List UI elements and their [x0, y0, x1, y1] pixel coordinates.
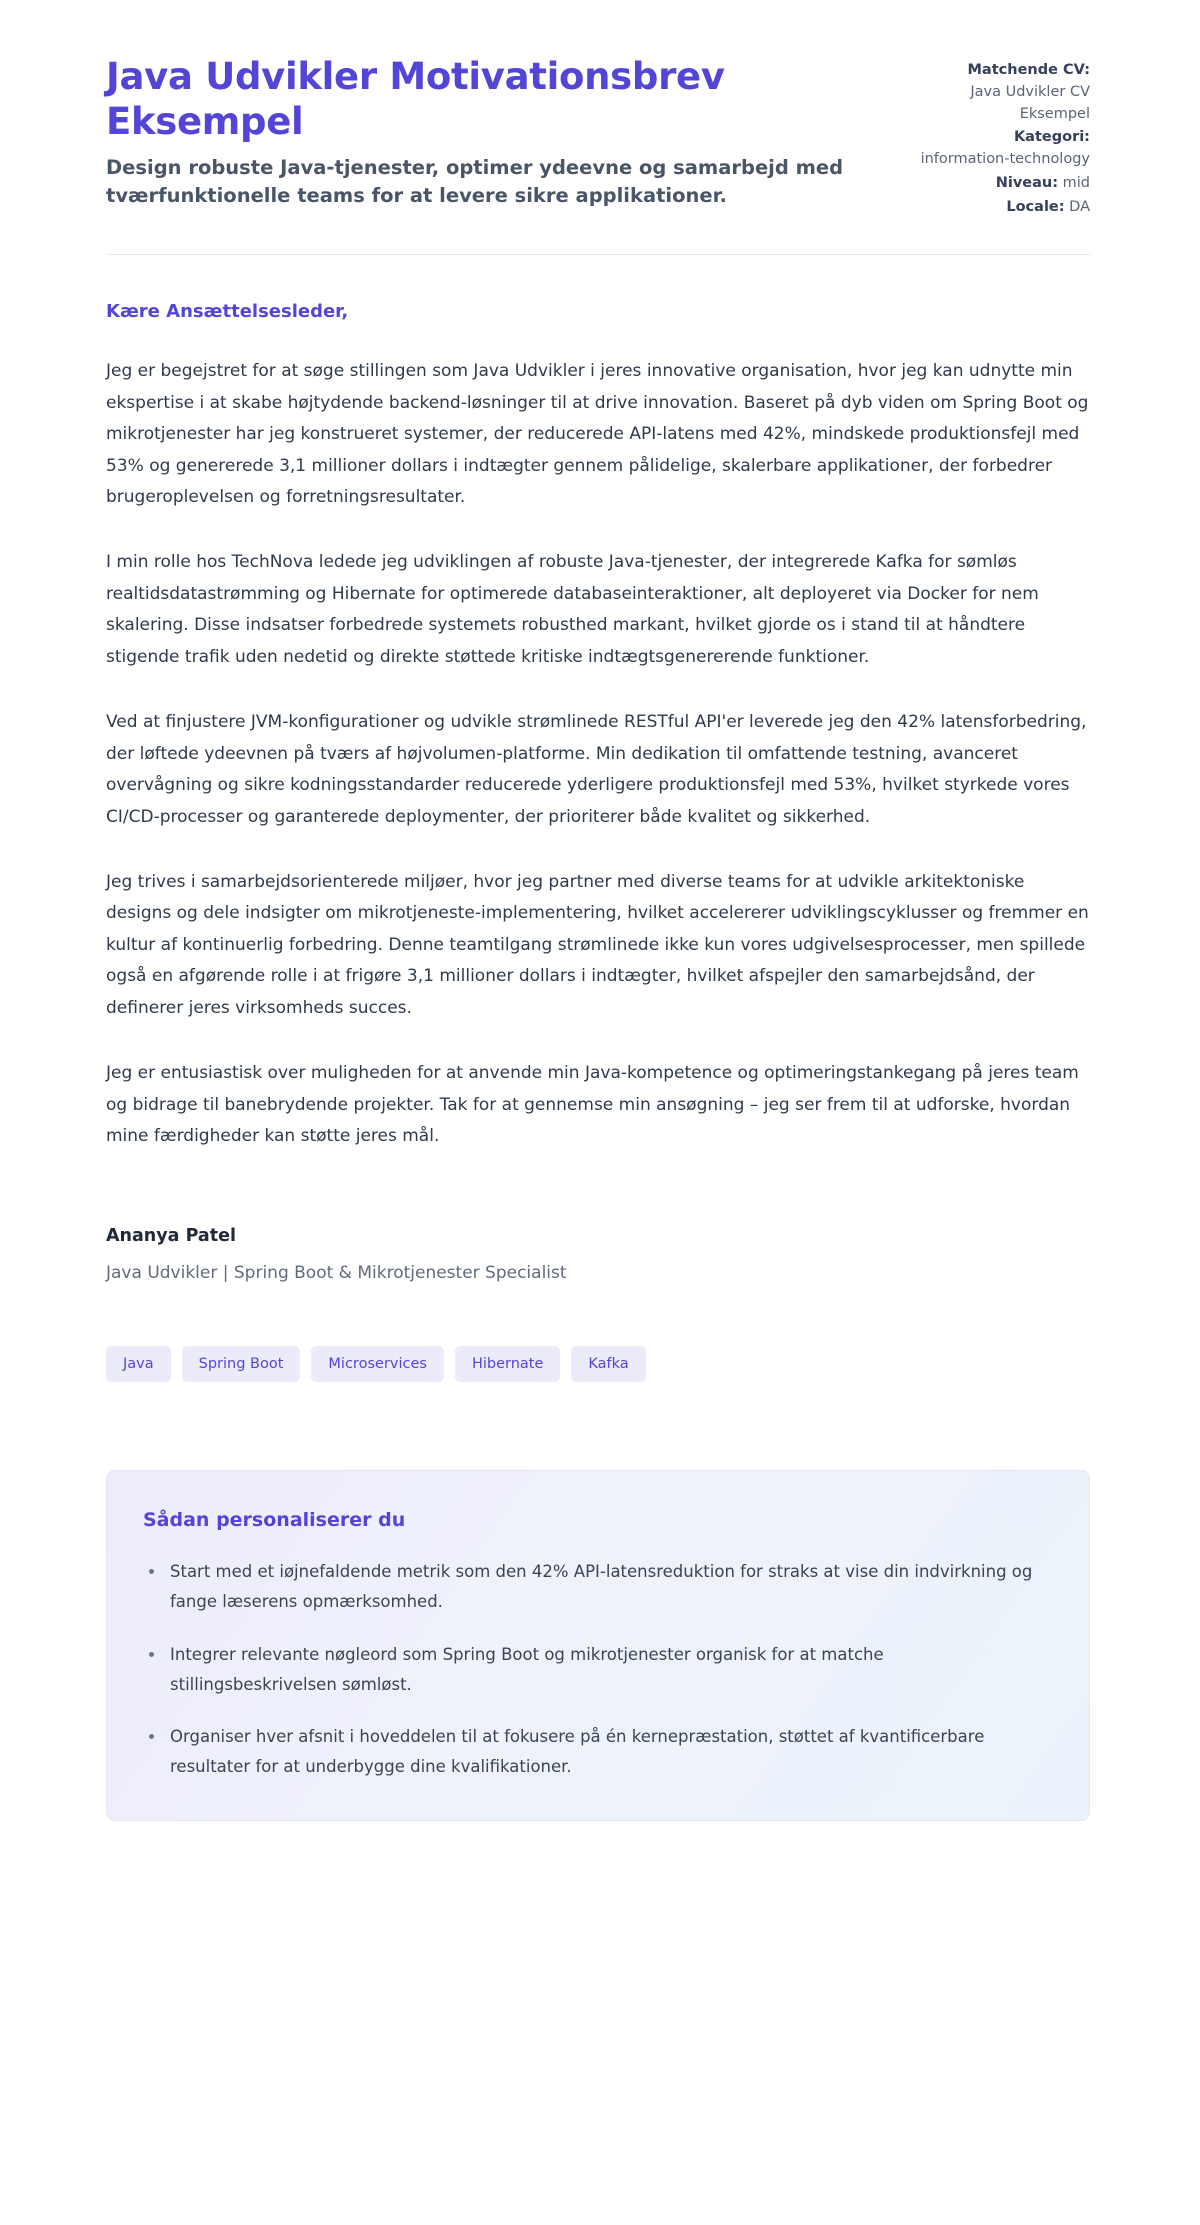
- letter-greeting: Kære Ansættelsesleder,: [106, 301, 349, 323]
- tips-list-item: Organiser hver afsnit i hoveddelen til at fokusere på én kernepræstation, støttet af kvantificerbare resultater for at underbygge dine kvalifikationer.: [143, 1722, 1045, 1782]
- document-metadata: [910, 54, 1090, 220]
- signature-name: Ananya Patel: [106, 1226, 236, 1247]
- letter-paragraph: I min rolle hos TechNova ledede jeg udviklingen af robuste Java-tjenester, der integrerede Kafka for sømløs realtidsdatastrømming og Hibernate for optimerede databaseinteraktioner, alt deployeret via Docker for nem skalering. Disse indsatser forbedrede systemets robusthed markant, hvilket gjorde os i stand til at håndtere stigende trafik uden nedetid og direkte støttede kritiske indtægtsgenererende funktioner.: [106, 552, 1039, 667]
- header-divider: [106, 254, 1090, 255]
- page-title: Java Udvikler Motivationsbrev Eksempel: [106, 55, 725, 144]
- skill-tag[interactable]: Kafka: [571, 1346, 645, 1383]
- metadata-level-label: Niveau:: [995, 174, 1059, 191]
- metadata-level: [910, 173, 1090, 195]
- metadata-locale: [910, 197, 1090, 219]
- cover-letter-body: [0, 301, 1200, 1382]
- page-subtitle: Design robuste Java-tjenester, optimer ydeevne og samarbejd med tværfunktionelle teams for at levere sikre applikationer.: [106, 156, 844, 207]
- letter-paragraph: Jeg er begejstret for at søge stillingen som Java Udvikler i jeres innovative organisation, hvor jeg kan udnytte min ekspertise i at skabe højtydende backend-løsninger til at drive innovation. Baseret på dyb viden om Spring Boot og mikrotjenester har jeg konstrueret systemer, der reducerede API-latens med 42%, mindskede produktionsfejl med 53% og genererede 3,1 millioner dollars i indtægter gennem pålidelige, skalerbare applikationer, der forbedrer brugeroplevelsen og forretningsresultater.: [106, 361, 1089, 507]
- metadata-locale-label: Locale:: [1006, 198, 1065, 215]
- metadata-locale-value: DA: [1069, 198, 1090, 215]
- signature-block: [106, 1226, 1090, 1287]
- skill-tag[interactable]: Java: [106, 1346, 171, 1383]
- letter-paragraph: Ved at finjustere JVM-konfigurationer og udvikle strømlinede RESTful API'er leverede jeg den 42% latensforbedring, der løftede ydeevnen på tværs af højvolumen-platforme. Min dedikation til omfattende testning, avanceret overvågning og sikre kodningsstandarder reducerede yderligere produktionsfejl med 53%, hvilket styrkede vores CI/CD-processer og garanterede deploymenter, der prioriterer både kvalitet og sikkerhed.: [106, 712, 1087, 827]
- header-title-group: [106, 54, 866, 210]
- letter-paragraph: Jeg trives i samarbejdsorienterede miljøer, hvor jeg partner med diverse teams for at udvikle arkitektoniske designs og dele indsigter om mikrotjeneste-implementering, hvilket accelererer udviklingscyklusser og fremmer en kultur af kontinuerlig forbedring. Denne teamtilgang strømlinede ikke kun vores udgivelsesprocesser, men spillede også en afgørende rolle i at frigøre 3,1 millioner dollars i indtægter, hvilket afspejler den samarbejdsånd, der definerer jeres virksomheds succes.: [106, 871, 1089, 1018]
- metadata-category-label: Kategori:: [1013, 129, 1090, 146]
- metadata-category-value: information-technology: [920, 151, 1090, 167]
- tips-list-item: Integrer relevante nøgleord som Spring Boot og mikrotjenester organisk for at matche stillingsbeskrivelsen sømløst.: [143, 1640, 1045, 1700]
- tips-list-item: Start med et iøjnefaldende metrik som den 42% API-latensreduktion for straks at vise din indvirkning og fange læserens opmærksomhed.: [143, 1557, 1045, 1617]
- metadata-category: [910, 127, 1090, 171]
- metadata-matching-cv-label: Matchende CV:: [967, 62, 1090, 78]
- skill-tag-list: [106, 1346, 1090, 1383]
- tips-list: [143, 1557, 1045, 1781]
- page-header: [0, 0, 1200, 220]
- metadata-matching-cv: [910, 60, 1090, 125]
- personalization-tips-callout: [106, 1470, 1090, 1820]
- skill-tag[interactable]: Hibernate: [455, 1346, 560, 1383]
- skill-tag[interactable]: Spring Boot: [182, 1346, 301, 1383]
- skill-tag[interactable]: Microservices: [311, 1346, 444, 1383]
- metadata-level-value: mid: [1062, 174, 1090, 191]
- metadata-matching-cv-value[interactable]: Java Udvikler CV Eksempel: [970, 83, 1090, 122]
- tips-title: Sådan personaliserer du: [143, 1509, 406, 1532]
- signature-role: Java Udvikler | Spring Boot & Mikrotjenester Specialist: [106, 1263, 567, 1284]
- letter-paragraph: Jeg er entusiastisk over muligheden for at anvende min Java-kompetence og optimeringstankegang på jeres team og bidrage til banebrydende projekter. Tak for at gennemse min ansøgning – jeg ser frem til at udforske, hvordan mine færdigheder kan støtte jeres mål.: [106, 1063, 1079, 1146]
